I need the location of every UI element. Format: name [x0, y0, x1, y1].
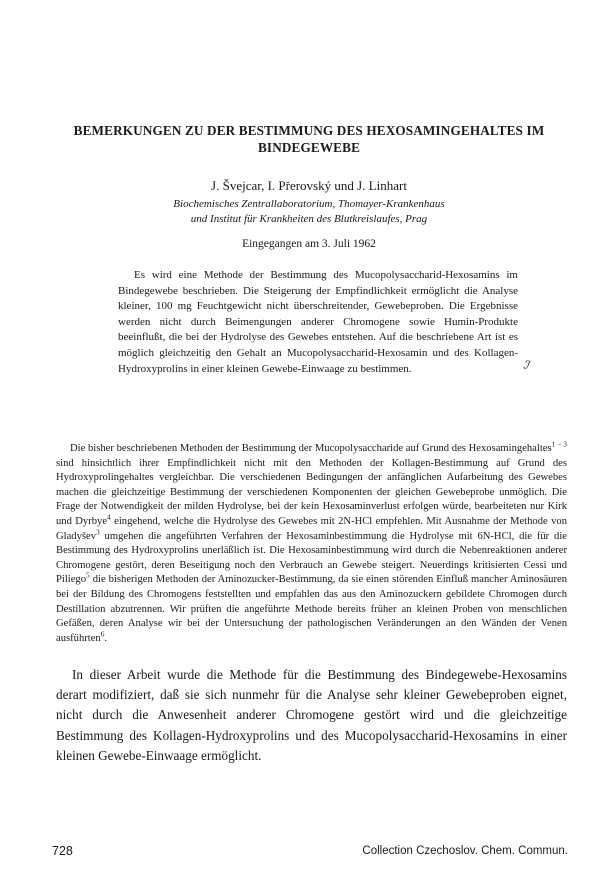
affiliation — [50, 197, 568, 227]
citation-1-3: 1 − 3 — [551, 439, 567, 449]
main-paragraph: In dieser Arbeit wurde die Methode für die Bestimmung des Bindegewebe-Hexosamins derart modifiziert, daß sie sich nunmehr für die Analyse sehr kleiner Gewebeproben eignet, nicht durch die Anwesenheit anderer Chromogene gestört wird und die gleichzeitige Bestimmung des Kollagen-Hydroxyprolins und des Mucopolysaccharid-Hexosamins in einer kleinen Gewebe-Einwaage ermöglicht. — [56, 667, 567, 763]
citation-4: 4 — [107, 512, 111, 522]
intro-text-5: die bisherigen Methoden der Aminozucker-Bestimmung, da sie einen störenden Einfluß mancher Aminosäuren bei der Bildung des Chromogens feststellten und empfahlen das aus den Aminozuckern gebildete Chromogen durch Destillation abzutrennen. Wir prüften die angeführte Methode bereits früher an kleinen Proben von menschlichen Gefäßen, deren Analyse wir bei der Untersuchung der pathologischen Veränderungen an den Wänden der Venen ausführten — [56, 574, 567, 644]
margin-mark: ℐ — [521, 357, 533, 373]
abstract: Es wird eine Methode der Bestimmung des Mucopolysaccharid-Hexosamins im Bindegewebe beschrieben. Die Steigerung der Empfindlichkeit ermöglicht die Analyse kleiner, 100 mg Feuchtgewicht nicht überschreitender, Gewebeproben. Die Ergebnisse werden nicht durch Beimengungen anderer Chromogene sowie Humin-Produkte beeinflußt, die bei der Hydrolyse des Gewebes entstehen. Auf die beschriebene Art ist es möglich gleichzeitig den Gehalt an Mucopolysaccharid-Hexosamin und des Kollagen-Hydroxyprolins in einer kleinen Gewebe-Einwaage zu bestimmen. — [118, 269, 518, 375]
intro-paragraph — [56, 439, 567, 646]
intro-text-1: Die bisher beschriebenen Methoden der Bestimmung der Mucopolysaccharide auf Grund des Hexosamingehaltes — [70, 443, 552, 454]
authors: J. Švejcar, I. Přerovský und J. Linhart — [211, 178, 407, 193]
received-date: Eingegangen am 3. Juli 1962 — [242, 238, 376, 250]
citation-5: 5 — [86, 570, 90, 580]
article-title: BEMERKUNGEN ZU DER BESTIMMUNG DES HEXOSAMINGEHALTES IM BINDEGEWEBE — [73, 123, 545, 155]
citation-6: 6 — [100, 629, 105, 639]
page-number: 728 — [52, 844, 73, 858]
affiliation-line-2: und Institut für Krankheiten des Blutkreislaufes, Prag — [190, 213, 428, 225]
intro-text-3: eingehend, welche die Hydrolyse des Gewebes mit 2N-HCl empfehlen. Mit Ausnahme der Methode von Gladyšev — [56, 515, 567, 542]
intro-text-2: sind hinsichtlich ihrer Empfindlichkeit nicht mit den Methoden der Kollagen-Bestimmung auf Grund des Hydroxyprolingehaltes vergleichbar. Die verschiedenen Bedingungen der anfänglichen Aufarbeitung des Gewebes machen die gleichzeitige Bestimmung der verschiedenen Komponenten der gleichen Gewebeprobe unmöglich. Die Frage der Notwendigkeit der milden Hydrolyse, bei der kein Hexosaminverlust erfolgen würde, bearbeiteten nur Kirk und Dyrbye — [56, 457, 567, 527]
intro-text-6: . — [104, 632, 108, 644]
journal-name: Collection Czechoslov. Chem. Commun. — [362, 845, 568, 857]
affiliation-line-1: Biochemisches Zentrallaboratorium, Thomayer-Krankenhaus — [173, 198, 445, 210]
citation-3: 3 — [96, 527, 100, 537]
intro-text-4: umgehen die angeführten Verfahren der Hexosaminbestimmung die Hydrolyse mit 6N-HCl, die für die Bestimmung des Hydroxyprolins unerläßlich ist. Die Hexosaminbestimmung wird durch die Nebenreaktionen anderer Chromogene gestört, deren Beseitigung noch den Verbrauch an Gewebe steigert. Neuerdings kritisierten Cessi und Piliego — [56, 530, 567, 586]
